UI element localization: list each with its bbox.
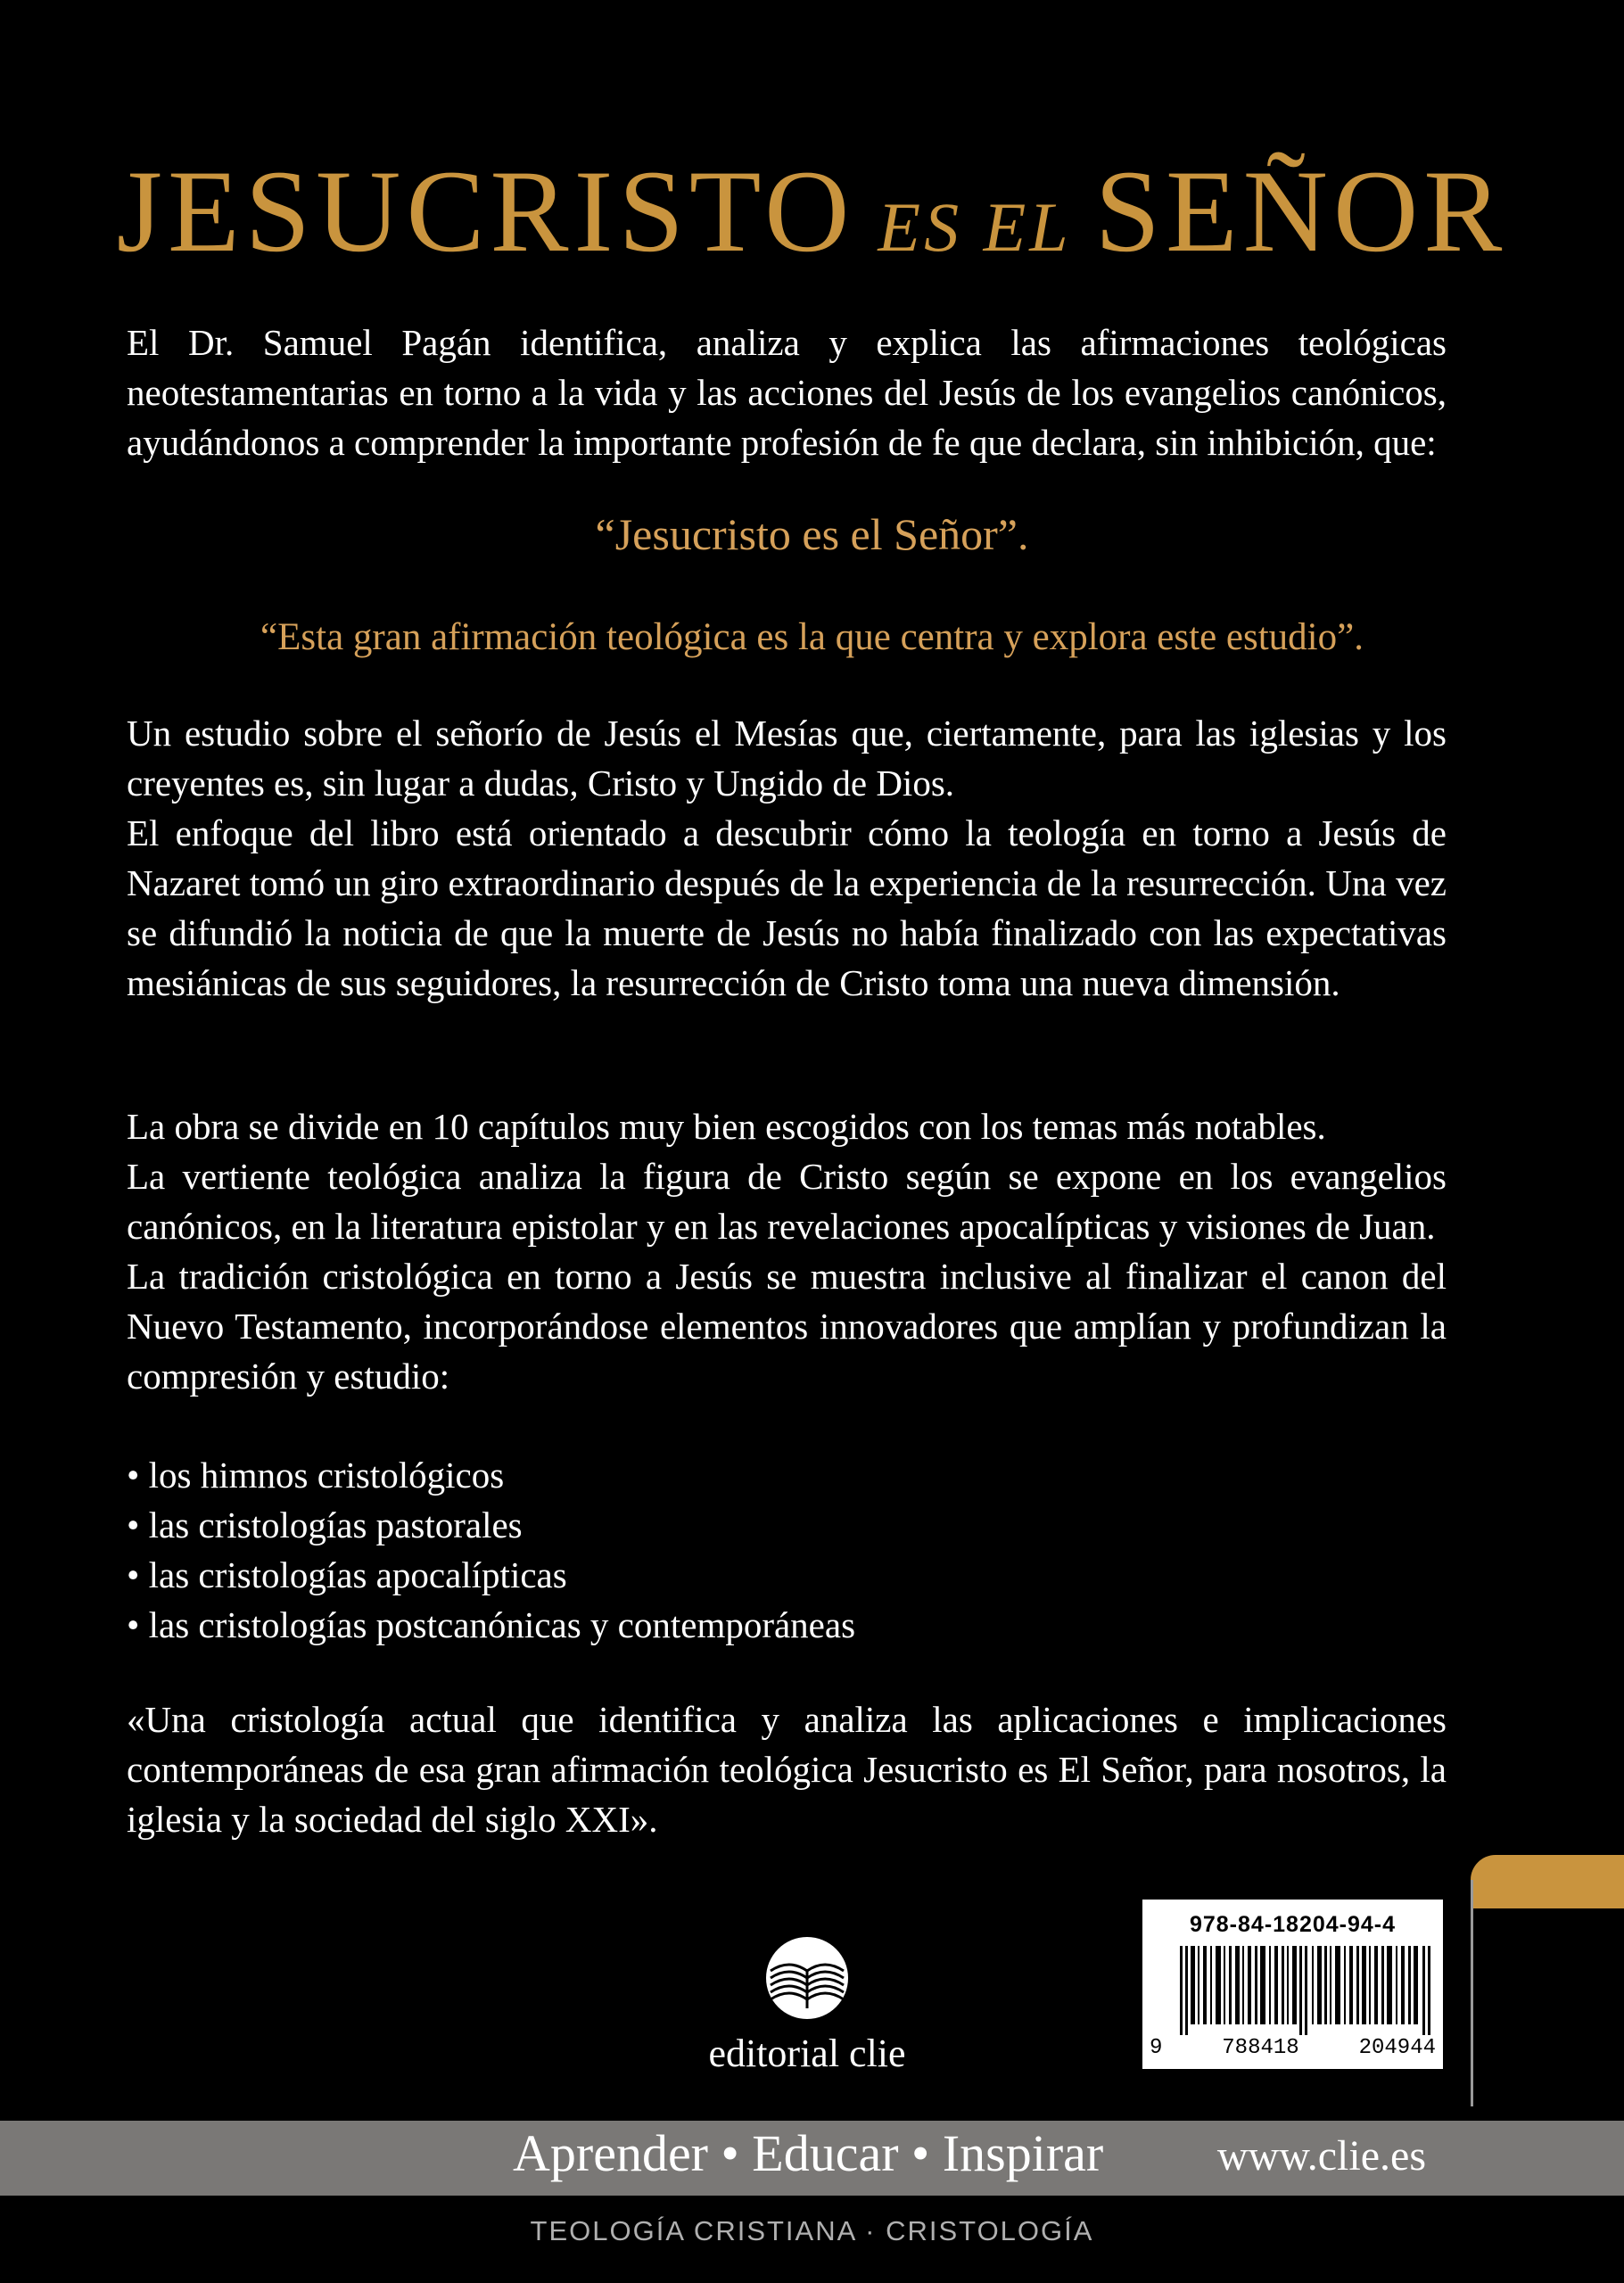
title-part-2: ES EL — [878, 188, 1072, 266]
spine-tab — [1471, 1855, 1624, 1908]
topic-list — [127, 1450, 1447, 1650]
divider-line — [1471, 1880, 1473, 2106]
barcode — [1142, 1900, 1443, 2069]
category-label: TEOLOGÍA CRISTIANA · CRISTOLOGÍA — [530, 2215, 1094, 2246]
study-text-b: El enfoque del libro está orientado a descubrir cómo la teología en torno a Jesús de Nazaret tomó un giro extraordinario después de la experiencia de la resurrección. Una vez se difundió la noticia de que la muerte de Jesús no había finalizado con las expectativas mesiánicas de sus seguidores, la resurrección de Cristo toma una nueva dimensión. — [127, 812, 1447, 1003]
highlight-quote: “Jesucristo es el Señor”. — [595, 509, 1029, 559]
isbn-digits-last: 204944 — [1358, 2036, 1436, 2060]
intro-text: El Dr. Samuel Pagán identifica, analiza y explica las afirmaciones teológicas neotestamentarias en torno a la vida y las acciones del Jesús de los evangelios canónicos, ayudándonos a comprender la importante profesión de fe que declara, sin inhibición, que: — [127, 322, 1447, 463]
structure-text-a: La obra se divide en 10 capítulos muy bien escogidos con los temas más notables. — [127, 1106, 1326, 1147]
website-url: www.clie.es — [1216, 2132, 1426, 2180]
publisher-name: editorial clie — [708, 2032, 906, 2075]
list-item: • las cristologías postcanónicas y contemporáneas — [127, 1604, 856, 1645]
closing-paragraph — [127, 1694, 1447, 1844]
list-item: • las cristologías pastorales — [127, 1504, 523, 1545]
secondary-quote: “Esta gran afirmación teológica es la que centra y explora este estudio”. — [260, 616, 1364, 658]
study-paragraph — [127, 708, 1447, 1008]
isbn-digits — [1150, 2036, 1436, 2060]
structure-text-b: La vertiente teológica analiza la figura de Cristo según se expone en los evangelios canónicos, en la literatura epistolar y en las revelaciones apocalípticas y visiones de Juan. — [127, 1156, 1447, 1247]
title-part-3: SEÑOR — [1094, 145, 1508, 276]
isbn-digits-mid: 788418 — [1222, 2036, 1299, 2060]
structure-paragraph — [127, 1101, 1447, 1401]
isbn-label: 978-84-18204-94-4 — [1189, 1912, 1397, 1937]
closing-text: «Una cristología actual que identifica y analiza las aplicaciones e implicaciones contemporáneas de esa gran afirmación teológica Jesucristo es El Señor, para nosotros, la iglesia y la sociedad del siglo XXI». — [127, 1699, 1447, 1840]
intro-paragraph — [127, 317, 1447, 467]
structure-text-c: La tradición cristológica en torno a Jesús se muestra inclusive al finalizar el canon del Nuevo Testamento, incorporándose elementos innovadores que amplían y profundizan la compresión y estudio: — [127, 1256, 1447, 1397]
slogan: Aprender • Educar • Inspirar — [513, 2124, 1104, 2182]
book-title — [0, 143, 1624, 279]
list-item: • las cristologías apocalípticas — [127, 1554, 567, 1595]
title-part-1: JESUCRISTO — [116, 145, 855, 276]
barcode-bars — [1180, 1946, 1433, 2035]
list-item: • los himnos cristológicos — [127, 1455, 505, 1496]
publisher-logo — [673, 1935, 941, 2076]
isbn-digit-first: 9 — [1150, 2036, 1163, 2060]
open-book-icon — [758, 1935, 856, 2021]
study-text-a: Un estudio sobre el señorío de Jesús el Mesías que, ciertamente, para las iglesias y los creyentes es, sin lugar a dudas, Cristo y Ungido de Dios. — [127, 713, 1447, 804]
